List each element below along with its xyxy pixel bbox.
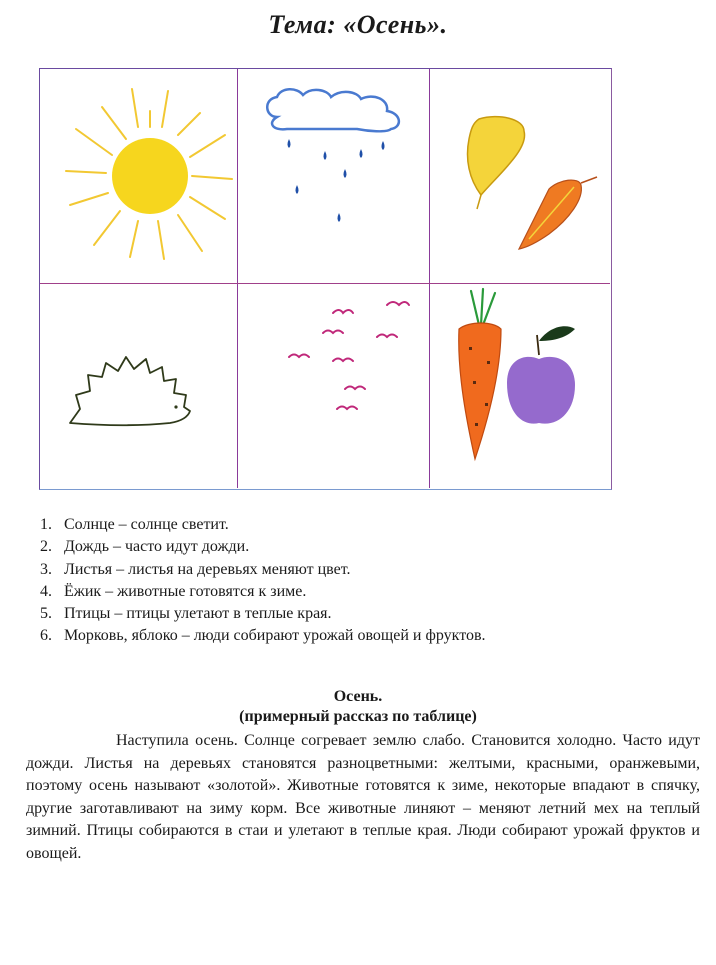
picture-table (39, 68, 612, 490)
birds-icon (237, 283, 429, 489)
cell-carrot-apple (429, 283, 610, 489)
cell-hedgehog (40, 283, 237, 489)
list-item: 5. Птицы – птицы улетают в теплые края. (40, 605, 332, 623)
page-title: Тема: «Осень». (268, 10, 448, 39)
cell-rain (237, 69, 429, 283)
rain-cloud-icon (237, 69, 429, 283)
cell-sun (40, 69, 237, 283)
story-text: Наступила осень. Солнце согревает землю слабо. Становится холодно. Часто идут дожди. Листья на деревьях становятся разноцветными: желтыми, красными, оранжевыми, поэтому осень называют «золотой». Животные готовятся к зиме, некоторые впадают в спячку, другие заготавливают на зиму корм. Все животные линяют – меняют летний мех на теплый зимний. Птицы собираются в стаи и улетают в теплые края. Люди собирают урожай фруктов и овощей. (26, 732, 700, 862)
list-item: 4. Ёжик – животные готовятся к зиме. (40, 582, 307, 600)
story-title: Осень. (333, 688, 383, 705)
carrot-and-apple-icon (429, 283, 610, 489)
list-item: 1. Солнце – солнце светит. (40, 516, 229, 533)
story-subtitle: (примерный рассказ по таблице) (239, 708, 477, 725)
autumn-leaves-icon (429, 69, 610, 283)
caption-list (40, 514, 486, 648)
cell-birds (237, 283, 429, 489)
cell-leaves (429, 69, 610, 283)
list-item: 6. Морковь, яблоко – люди собирают урожай овощей и фруктов. (40, 627, 486, 645)
list-item: 2. Дождь – часто идут дожди. (40, 538, 250, 556)
list-item: 3. Листья – листья на деревьях меняют цвет. (40, 560, 351, 578)
hedgehog-icon (40, 283, 237, 489)
sun-icon (40, 69, 237, 283)
